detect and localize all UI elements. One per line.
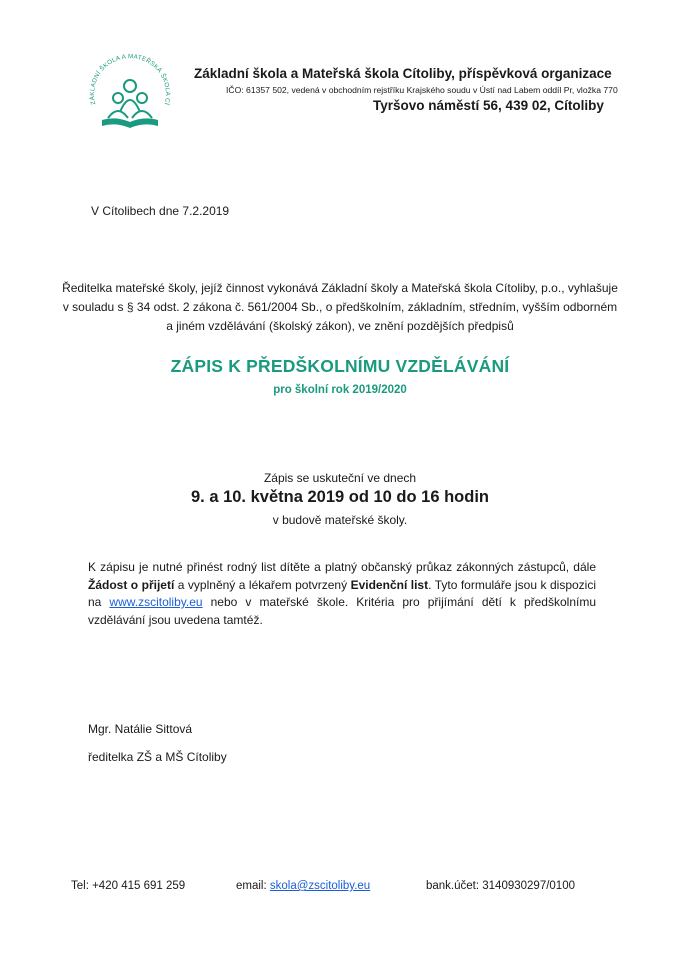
body-bold-record: Evidenční list bbox=[350, 577, 429, 592]
school-logo-icon bbox=[86, 48, 174, 140]
body-text-4: nebo v mateřské škole. Kritéria pro přijímání dětí k předškolnímu vzdělávání jsou uvedena tamtéž. bbox=[88, 595, 596, 627]
intro-paragraph: Ředitelka mateřské školy, jejíž činnost vykonává Základní školy a Mateřská škola Cítoliby, p.o., vyhlašuje v souladu s § 34 odst. 2 zákona č. 561/2004 Sb., o předškolním, základním, středním, vyšším odborném a jiném vzdělávání (školský zákon), ve znění pozdějších předpisů bbox=[62, 281, 618, 333]
body-paragraph bbox=[88, 559, 596, 629]
school-address: Tyršovo náměstí 56, 439 02, Cítoliby bbox=[373, 98, 604, 113]
footer-bank: bank.účet: 3140930297/0100 bbox=[426, 880, 575, 892]
footer-phone: Tel: +420 415 691 259 bbox=[71, 880, 186, 892]
logo-arc-text: ZÁKLADNÍ ŠKOLA A MATEŘSKÁ ŠKOLA CÍ bbox=[88, 53, 172, 106]
email-link[interactable]: skola@zscitoliby.eu bbox=[269, 880, 371, 892]
body-text-1: K zápisu je nutné přinést rodný list dítěte a platný občanský průkaz zákonných zástupců, dále bbox=[88, 560, 596, 574]
when-place: v budově mateřské školy. bbox=[272, 513, 408, 527]
footer-email-label: email: bbox=[236, 880, 270, 892]
body-bold-application: Žádost o přijetí bbox=[88, 577, 175, 592]
place-date: V Cítolibech dne 7.2.2019 bbox=[91, 204, 230, 218]
body-text-2: a vyplněný a lékařem potvrzený bbox=[174, 577, 351, 592]
registration-info: IČO: 61357 502, vedená v obchodním rejstříku Krajského soudu v Ústí nad Labem oddíl Pr, vložka 770 bbox=[226, 85, 618, 95]
signature-role: ředitelka ZŠ a MŠ Cítoliby bbox=[88, 750, 227, 764]
website-link[interactable]: www.zscitoliby.eu bbox=[109, 595, 203, 609]
document-subtitle: pro školní rok 2019/2020 bbox=[273, 384, 407, 396]
document-title: ZÁPIS K PŘEDŠKOLNÍMU VZDĚLÁVÁNÍ bbox=[170, 356, 510, 376]
body-text-3: . Tyto formuláře jsou k dispozici na bbox=[88, 577, 596, 609]
when-dates: 9. a 10. května 2019 od 10 do 16 hodin bbox=[190, 488, 490, 506]
svg-text:ZÁKLADNÍ ŠKOLA A MATEŘSKÁ ŠKOL bbox=[86, 48, 171, 106]
footer-email bbox=[236, 880, 370, 892]
school-name: Základní škola a Mateřská škola Cítoliby, příspěvková organizace bbox=[194, 66, 612, 81]
when-intro: Zápis se uskuteční ve dnech bbox=[263, 471, 417, 485]
signature-name: Mgr. Natálie Sittová bbox=[88, 722, 193, 736]
school-logo bbox=[86, 48, 174, 140]
